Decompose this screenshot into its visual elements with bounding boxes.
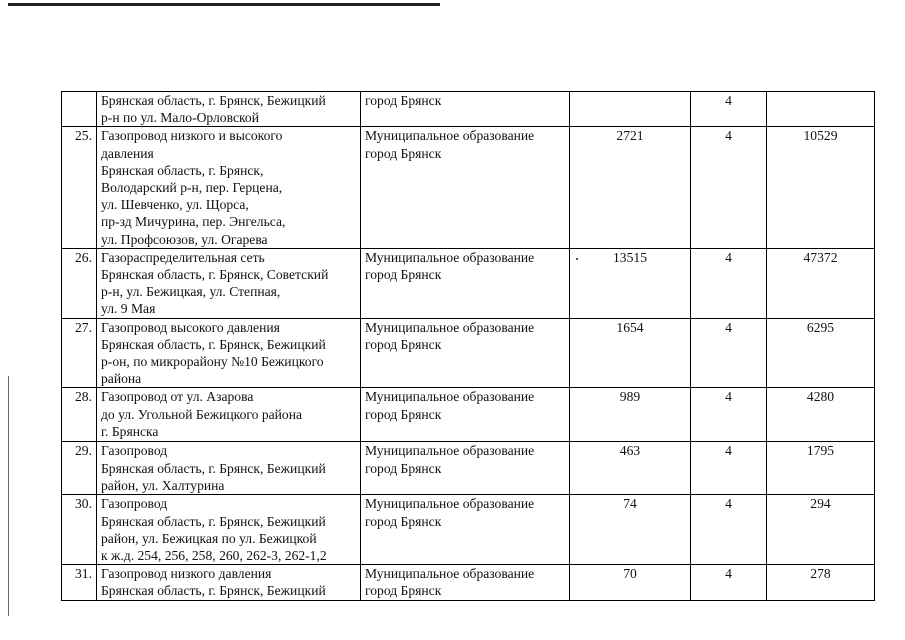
- gas-pipeline-table: [61, 91, 875, 601]
- object-description: Газопровод от ул. Азарова до ул. Угольной Бежицкого района г. Брянска: [97, 388, 361, 442]
- category-value: 4: [691, 495, 767, 565]
- table-row: [62, 92, 875, 127]
- owner: Муниципальное образование город Брянск: [361, 565, 570, 601]
- top-rule: [8, 3, 440, 6]
- left-margin-mark: [8, 376, 9, 616]
- table-row: [62, 127, 875, 248]
- row-number: 25.: [62, 127, 97, 248]
- cost-value: 10529: [767, 127, 875, 248]
- table-row: [62, 442, 875, 495]
- owner: Муниципальное образование город Брянск: [361, 388, 570, 442]
- category-value: 4: [691, 92, 767, 127]
- length-value: 70: [570, 565, 691, 601]
- length-value: 13515: [570, 248, 691, 318]
- length-value: 2721: [570, 127, 691, 248]
- category-value: 4: [691, 442, 767, 495]
- object-description: Брянская область, г. Брянск, Бежицкий р-н по ул. Мало-Орловской: [97, 92, 361, 127]
- cost-value: 4280: [767, 388, 875, 442]
- row-number: [62, 92, 97, 127]
- table-row: [62, 248, 875, 318]
- cost-value: 1795: [767, 442, 875, 495]
- object-description: Газопровод низкого и высокого давления Брянская область, г. Брянск, Володарский р-н, пер. Герцена, ул. Шевченко, ул. Щорса, пр-зд Мичурина, пер. Энгельса, ул. Профсоюзов, ул. Огарева: [97, 127, 361, 248]
- object-description: Газораспределительная сеть Брянская область, г. Брянск, Советский р-н, ул. Бежицкая, ул. Степная, ул. 9 Мая: [97, 248, 361, 318]
- category-value: 4: [691, 388, 767, 442]
- object-description: Газопровод низкого давления Брянская область, г. Брянск, Бежицкий: [97, 565, 361, 601]
- cost-value: [767, 92, 875, 127]
- object-description: Газопровод Брянская область, г. Брянск, Бежицкий район, ул. Бежицкая по ул. Бежицкой к ж.д. 254, 256, 258, 260, 262-3, 262-1,2: [97, 495, 361, 565]
- category-value: 4: [691, 127, 767, 248]
- row-number: 31.: [62, 565, 97, 601]
- owner: Муниципальное образование город Брянск: [361, 127, 570, 248]
- length-value: [570, 92, 691, 127]
- row-number: 30.: [62, 495, 97, 565]
- cost-value: 294: [767, 495, 875, 565]
- row-number: 29.: [62, 442, 97, 495]
- table-row: [62, 388, 875, 442]
- category-value: 4: [691, 318, 767, 388]
- row-number: 28.: [62, 388, 97, 442]
- category-value: 4: [691, 565, 767, 601]
- cost-value: 278: [767, 565, 875, 601]
- object-description: Газопровод высокого давления Брянская область, г. Брянск, Бежицкий р-он, по микрорайону №10 Бежицкого района: [97, 318, 361, 388]
- length-value: 463: [570, 442, 691, 495]
- owner: Муниципальное образование город Брянск: [361, 495, 570, 565]
- cost-value: 6295: [767, 318, 875, 388]
- length-value: 74: [570, 495, 691, 565]
- owner: город Брянск: [361, 92, 570, 127]
- row-number: 27.: [62, 318, 97, 388]
- table-row: [62, 565, 875, 601]
- table-row: [62, 495, 875, 565]
- cost-value: 47372: [767, 248, 875, 318]
- row-number: 26.: [62, 248, 97, 318]
- length-value: 1654: [570, 318, 691, 388]
- owner: Муниципальное образование город Брянск: [361, 318, 570, 388]
- owner: Муниципальное образование город Брянск: [361, 442, 570, 495]
- length-value: 989: [570, 388, 691, 442]
- owner: Муниципальное образование город Брянск: [361, 248, 570, 318]
- table-row: [62, 318, 875, 388]
- object-description: Газопровод Брянская область, г. Брянск, Бежицкий район, ул. Халтурина: [97, 442, 361, 495]
- category-value: 4: [691, 248, 767, 318]
